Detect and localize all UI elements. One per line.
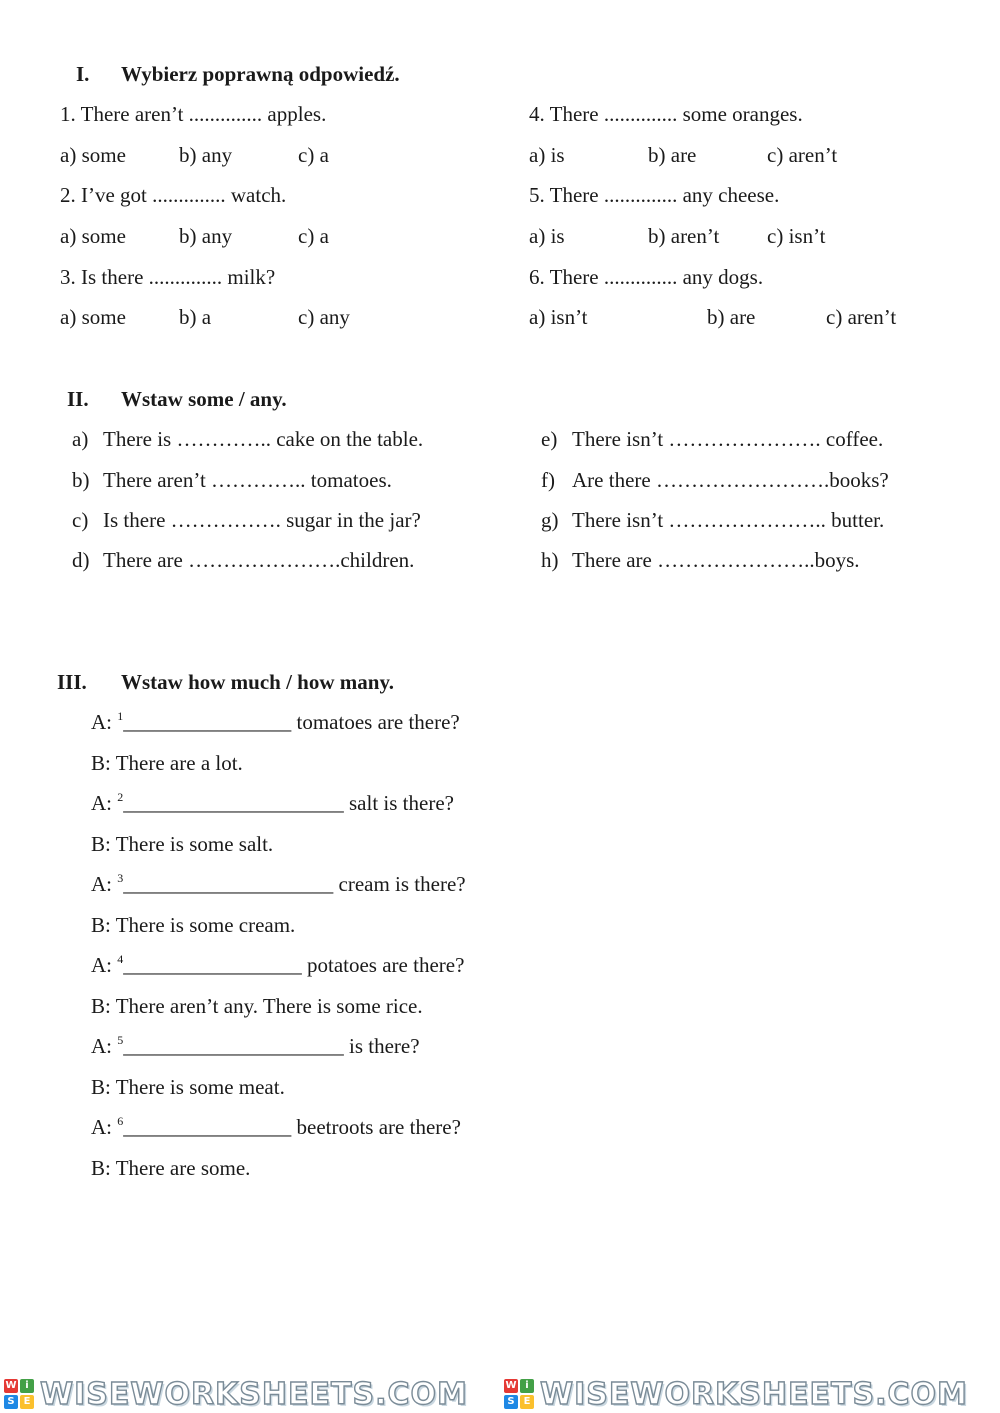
dialog-line-b5: B: There is some meat. — [91, 1075, 285, 1099]
brand-logo-right — [504, 1378, 968, 1410]
q4-option-a: a) is — [529, 143, 565, 167]
q2-option-b: b) any — [179, 224, 233, 248]
item-f-letter: f) — [541, 468, 555, 492]
q2-option-c: c) a — [298, 224, 329, 248]
dialog-line-b2: B: There is some salt. — [91, 832, 274, 856]
section-1-number: I. — [76, 62, 90, 86]
section-2-title: Wstaw some / any. — [121, 387, 287, 411]
q5-option-a: a) is — [529, 224, 565, 248]
item-g-letter: g) — [541, 508, 559, 532]
dialog-line-b4: B: There aren’t any. There is some rice. — [91, 994, 423, 1018]
item-b-text: There aren’t ………….. tomatoes. — [103, 468, 392, 492]
section-3-title: Wstaw how much / how many. — [121, 670, 395, 694]
q4-option-b: b) are — [648, 143, 697, 167]
dialog-line-a3: A: $^3$____________________ cream is there? — [91, 871, 466, 896]
q6-option-a: a) isn’t — [529, 305, 588, 329]
item-f-text: Are there …………………….books? — [572, 468, 889, 492]
q3-option-b: b) a — [179, 305, 212, 329]
item-d-letter: d) — [72, 548, 90, 572]
item-g-text: There isn’t ………………….. butter. — [572, 508, 885, 532]
q6-option-b: b) are — [707, 305, 756, 329]
q3-option-a: a) some — [60, 305, 126, 329]
brand-grid-icon: W i S E — [4, 1379, 34, 1409]
q1-option-b: b) any — [179, 143, 233, 167]
dialog-line-b6: B: There are some. — [91, 1156, 251, 1180]
item-c-letter: c) — [72, 508, 89, 532]
q6-option-c: c) aren’t — [826, 305, 897, 329]
question-1: 1. There aren’t .............. apples. — [60, 102, 327, 126]
q4-option-c: c) aren’t — [767, 143, 838, 167]
q3-option-c: c) any — [298, 305, 350, 329]
item-h-text: There are …………………..boys. — [572, 548, 860, 572]
item-c-text: Is there ……………. sugar in the jar? — [103, 508, 421, 532]
section-3-number: III. — [57, 670, 87, 694]
q1-option-a: a) some — [60, 143, 126, 167]
item-a-letter: a) — [72, 427, 89, 451]
q2-option-a: a) some — [60, 224, 126, 248]
question-2: 2. I’ve got .............. watch. — [60, 183, 287, 207]
dialog-line-a2: A: $^2$_____________________ salt is there? — [91, 790, 454, 815]
brand-text: WISEWORKSHEETS.COM — [540, 1376, 968, 1412]
question-5: 5. There .............. any cheese. — [529, 183, 780, 207]
question-3: 3. Is there .............. milk? — [60, 265, 276, 289]
dialog-line-a5: A: $^5$_____________________ is there? — [91, 1033, 420, 1058]
footer-watermark — [0, 1378, 1000, 1413]
question-4: 4. There .............. some oranges. — [529, 102, 803, 126]
dialog-line-a6: A: $^6$________________ beetroots are there? — [91, 1114, 461, 1139]
item-a-text: There is ………….. cake on the table. — [103, 427, 424, 451]
item-b-letter: b) — [72, 468, 90, 492]
brand-logo-left — [4, 1378, 468, 1410]
dialog-line-b1: B: There are a lot. — [91, 751, 243, 775]
item-e-text: There isn’t …………………. coffee. — [572, 427, 884, 451]
item-h-letter: h) — [541, 548, 559, 572]
q5-option-c: c) isn’t — [767, 224, 826, 248]
dialog-line-a1: A: $^1$________________ tomatoes are there? — [91, 709, 460, 734]
q5-option-b: b) aren’t — [648, 224, 720, 248]
dialog-line-b3: B: There is some cream. — [91, 913, 296, 937]
section-2-number: II. — [67, 387, 89, 411]
question-6: 6. There .............. any dogs. — [529, 265, 764, 289]
section-1-title: Wybierz poprawną odpowiedź. — [121, 62, 400, 86]
q1-option-c: c) a — [298, 143, 329, 167]
item-e-letter: e) — [541, 427, 558, 451]
brand-text: WISEWORKSHEETS.COM — [40, 1376, 468, 1412]
item-d-text: There are ………………….children. — [103, 548, 415, 572]
brand-grid-icon: W i S E — [504, 1379, 534, 1409]
dialog-line-a4: A: $^4$_________________ potatoes are there? — [91, 952, 465, 977]
